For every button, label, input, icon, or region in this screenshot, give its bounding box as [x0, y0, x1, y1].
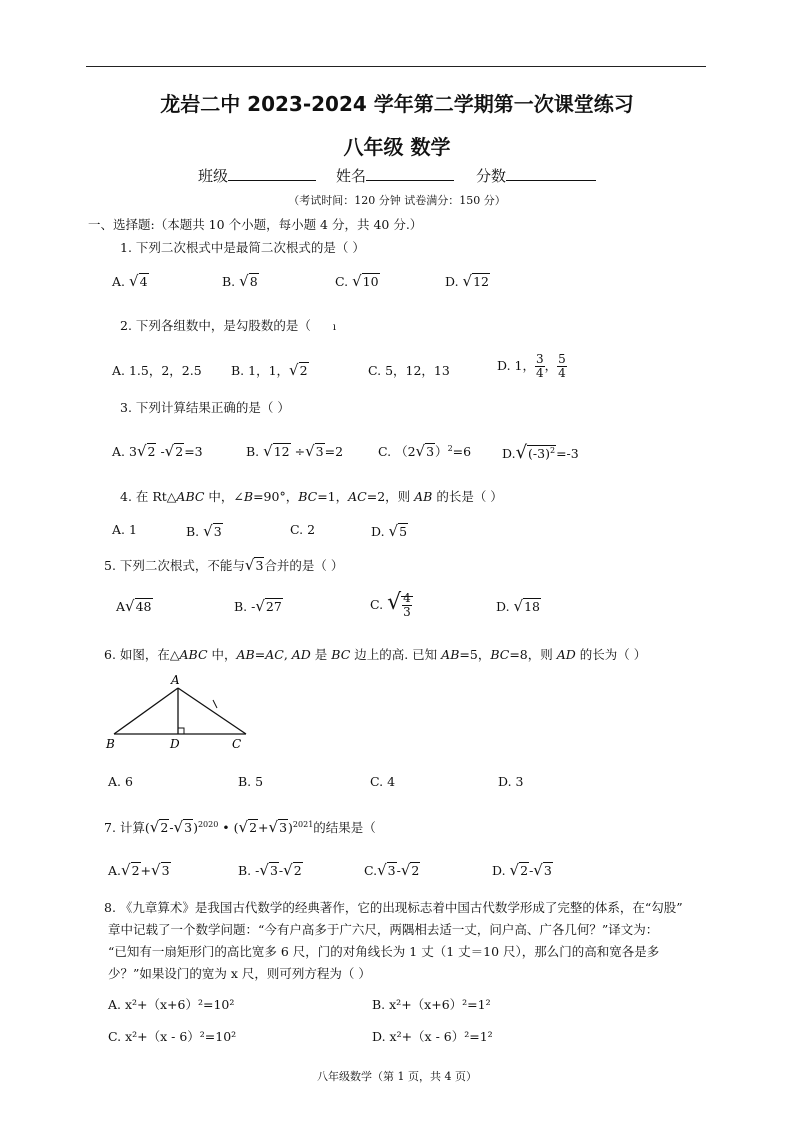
score-field[interactable] [476, 165, 596, 186]
q5-option-c: C. √ $\frac{4}{3}$ [370, 590, 411, 619]
q6-stem: 6. 如图，在△ABC 中，AB=AC, AD 是 BC 边上的高. 已知 AB=5，BC=8，则 AD 的长为（ ） [104, 647, 647, 662]
q7-option-b: B. -√3-√2 [238, 861, 302, 879]
q2-option-c: C. 5，12，13 [368, 363, 450, 378]
q8-line-2: 章中记载了一个数学问题：“今有户高多于广六尺，两隅相去适一丈，问户高、广各几何？”译文为： [108, 922, 659, 937]
page-footer: 八年级数学（第 1 页，共 4 页） [317, 1070, 477, 1083]
label-a: A [171, 673, 180, 687]
q7-option-d: D. √2-√3 [492, 861, 552, 879]
q1-option-b: B. √8 [222, 272, 258, 290]
page-subtitle: 八年级 数学 [343, 135, 451, 159]
q8-option-c: C. x²+（x - 6）²=10² [108, 1029, 237, 1044]
triangle-figure [100, 672, 260, 754]
label-c: C [232, 737, 242, 751]
q8-line-4: 少？”如果设门的宽为 x 尺，则可列方程为（ ） [108, 966, 371, 981]
q4-option-b: B. √3 [186, 522, 222, 540]
q3-option-c: C. $(2√3)^2=6$ [378, 442, 472, 460]
name-blank[interactable] [366, 166, 454, 181]
q4-option-a: A. 1 [112, 522, 137, 537]
section-heading: 一、选择题:（本题共 10 个小题，每小题 4 分，共 40 分.） [88, 217, 423, 232]
q2-stem: 2. 下列各组数中，是勾股数的是（ ı [120, 318, 337, 333]
top-rule [86, 66, 706, 67]
q4-option-c: C. 2 [290, 522, 316, 537]
q4-stem: 4. 在 Rt△ABC 中，∠B=90°，BC=1，AC=2，则 AB 的长是（ ） [120, 489, 503, 504]
label-d: D [170, 737, 180, 751]
q2-option-a: A. 1.5，2，2.5 [112, 363, 202, 378]
q8-option-d: D. x²+（x - 6）²=1² [372, 1029, 493, 1044]
class-label: 班级 [198, 167, 229, 185]
pen-mark [213, 700, 217, 708]
q6-option-a: A. 6 [108, 774, 133, 789]
q6-option-d: D. 3 [498, 774, 524, 789]
name-field[interactable] [336, 165, 454, 186]
segment-ac [178, 688, 246, 734]
score-blank[interactable] [506, 166, 596, 181]
q7-option-c: C.√3-√2 [364, 861, 420, 879]
q1-option-c: C. √10 [335, 272, 379, 290]
segment-ab [114, 688, 178, 734]
page-title: 龙岩二中 2023-2024 学年第二学期第一次课堂练习 [160, 92, 634, 116]
class-field[interactable] [198, 165, 316, 186]
q1-option-a: A. √4 [112, 272, 148, 290]
q6-option-b: B. 5 [238, 774, 264, 789]
q1-stem: 1. 下列二次根式中是最简二次根式的是（ ） [120, 240, 365, 255]
label-b: B [106, 737, 115, 751]
q3-stem: 3. 下列计算结果正确的是（ ） [120, 400, 290, 415]
exam-note: （考试时间：120 分钟 试卷满分：150 分） [288, 194, 506, 207]
q5-option-b: B. -√27 [234, 597, 282, 615]
q8-line-1: 8. 《九章算术》是我国古代数学的经典著作，它的出现标志着中国古代数学形成了完整的体系，在“勾股” [104, 900, 683, 915]
q5-stem: 5. 下列二次根式，不能与√3合并的是（ ） [104, 556, 344, 574]
q5-option-a: A√48 [116, 597, 152, 615]
name-label: 姓名 [336, 167, 367, 185]
q2-option-b: B. 1，1，√2 [231, 361, 308, 379]
right-angle-mark [178, 728, 184, 734]
q8-line-3: “已知有一扇矩形门的高比宽多 6 尺，门的对角线长为 1 丈（1 丈＝10 尺），那么门的高和宽各是多 [108, 944, 660, 959]
q7-stem: 7. 计算$(√2-√3)^{2020}$ • $(√2+√3)^{2021}$的结果是（ [104, 818, 376, 836]
q3-option-d: $D.√(-3)^2=-3$ [502, 442, 579, 463]
class-blank[interactable] [228, 166, 316, 181]
q7-option-a: A.√2+√3 [108, 861, 170, 879]
q3-option-a: A. 3√2 -√2=3 [112, 442, 203, 460]
q5-option-d: D. √18 [496, 597, 541, 615]
q3-option-b: B. √12 ÷√3=2 [246, 442, 344, 460]
q4-option-d: D. √5 [371, 522, 408, 540]
q8-option-a: A. x²+（x+6）²=10² [108, 997, 235, 1012]
q6-option-c: C. 4 [370, 774, 396, 789]
q2-option-d: D. 1， $\frac{3}{4}$ ， $\frac{5}{4}$ [497, 352, 566, 380]
score-label: 分数 [476, 167, 507, 185]
q8-option-b: B. x²+（x+6）²=1² [372, 997, 491, 1012]
q1-option-d: D. √12 [445, 272, 490, 290]
